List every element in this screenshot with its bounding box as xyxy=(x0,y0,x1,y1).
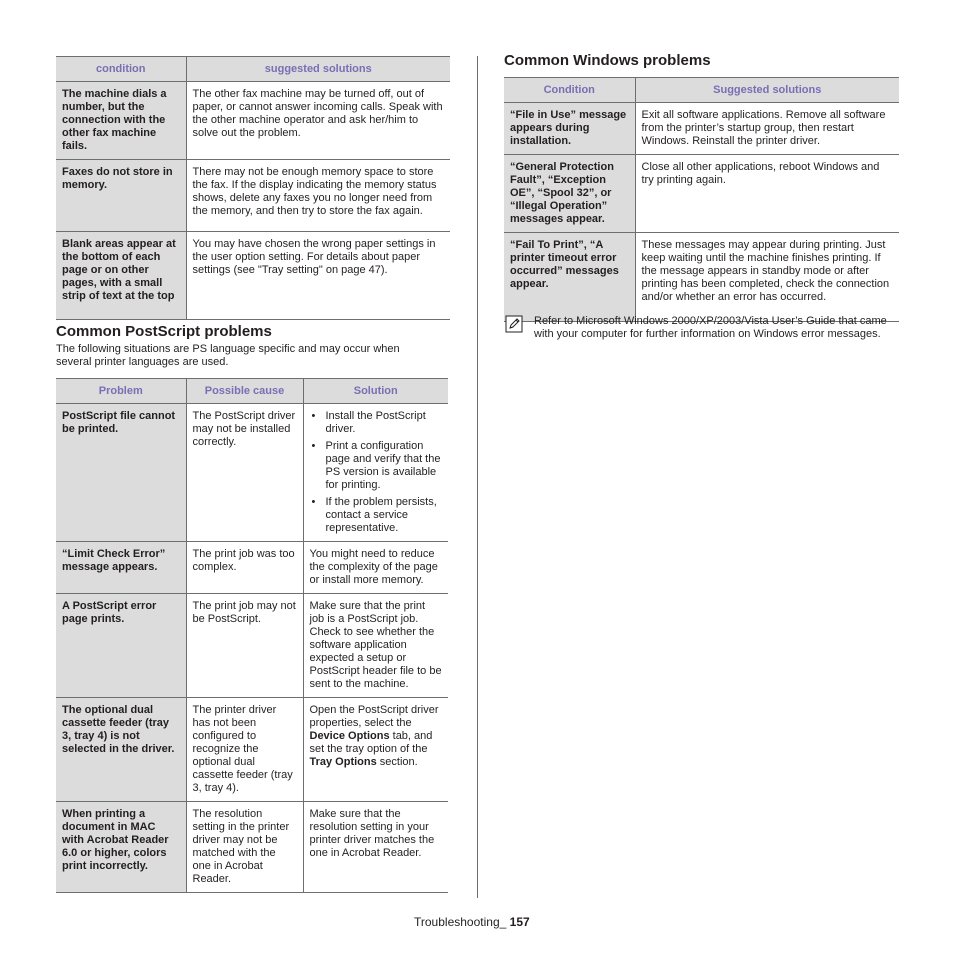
column-header: suggested solutions xyxy=(186,57,450,82)
footer-section: Troubleshooting_ xyxy=(414,915,507,929)
table-header-row xyxy=(504,78,899,103)
condition-cell: “File in Use” message appears during installation. xyxy=(504,103,635,155)
column-header: condition xyxy=(56,57,186,82)
table-row xyxy=(56,160,450,232)
pencil-note-icon xyxy=(505,315,523,333)
cause-cell: The resolution setting in the printer driver may not be matched with the one in Acrobat Reader. xyxy=(186,802,303,893)
table-row xyxy=(504,233,899,322)
solution-cell: Exit all software applications. Remove all software from the printer’s startup group, then restart Windows. Reinstall the printer driver. xyxy=(635,103,899,155)
column-header: Possible cause xyxy=(186,379,303,404)
windows-problems-table xyxy=(504,77,899,322)
table-row xyxy=(56,698,448,802)
condition-cell: The machine dials a number, but the connection with the other fax machine fails. xyxy=(56,82,186,160)
page-footer xyxy=(414,915,530,929)
table-header-row xyxy=(56,57,450,82)
condition-cell: Faxes do not store in memory. xyxy=(56,160,186,232)
table-row xyxy=(56,594,448,698)
condition-cell: “Fail To Print”, “A printer timeout error occurred” messages appear. xyxy=(504,233,635,322)
list-item: • Print a configuration page and verify that the PS version is available for printing. xyxy=(310,440,443,492)
postscript-problems-table xyxy=(56,378,448,893)
solution-cell: Make sure that the resolution setting in your printer driver matches the one in Acrobat Reader. xyxy=(303,802,448,893)
solution-cell: These messages may appear during printing. Just keep waiting until the machine finishes printing. If the message appears in standby mode or after printing has been completed, check the connection and/or whether an error has occurred. xyxy=(635,233,899,322)
table-row xyxy=(56,802,448,893)
page-number: 157 xyxy=(509,915,530,929)
solution-cell: Make sure that the print job is a PostScript job. Check to see whether the software application expected a setup or PostScript header file to be sent to the machine. xyxy=(303,594,448,698)
solution-cell xyxy=(303,698,448,802)
table-row xyxy=(56,82,450,160)
cause-cell: The printer driver has not been configured to recognize the optional dual cassette feeder (tray 3, tray 4). xyxy=(186,698,303,802)
solution-cell: You may have chosen the wrong paper settings in the user option setting. For details about paper settings (see "Tray setting" on page 47). xyxy=(186,232,450,320)
list-item: • If the problem persists, contact a service representative. xyxy=(310,496,443,535)
column-header: Suggested solutions xyxy=(635,78,899,103)
solution-list xyxy=(310,410,443,535)
table-row xyxy=(504,155,899,233)
problem-cell: A PostScript error page prints. xyxy=(56,594,186,698)
condition-cell: “General Protection Fault”, “Exception OE”, “Spool 32”, or “Illegal Operation” messages appear. xyxy=(504,155,635,233)
section-heading-postscript: Common PostScript problems xyxy=(56,323,272,340)
column-header: Problem xyxy=(56,379,186,404)
solution-cell: You might need to reduce the complexity of the page or install more memory. xyxy=(303,542,448,594)
solution-text: tab, and set the tray option of the xyxy=(309,730,433,755)
tray-options-label: Tray Options xyxy=(309,756,377,768)
column-header: Condition xyxy=(504,78,635,103)
condition-cell: Blank areas appear at the bottom of each page or on other pages, with a small strip of text at the top xyxy=(56,232,186,320)
table-row xyxy=(56,542,448,594)
solution-cell: There may not be enough memory space to store the fax. If the display indicating the memory status shows, delete any faxes you no longer need from the memory, and then try to store the fax again. xyxy=(186,160,450,232)
list-item: • Install the PostScript driver. xyxy=(310,410,443,436)
problem-cell: “Limit Check Error” message appears. xyxy=(56,542,186,594)
solution-text: section. xyxy=(376,756,418,768)
table-row xyxy=(504,103,899,155)
problem-cell: PostScript file cannot be printed. xyxy=(56,404,186,542)
device-options-label: Device Options xyxy=(309,730,390,742)
table-row xyxy=(56,404,448,542)
solution-cell: Close all other applications, reboot Windows and try printing again. xyxy=(635,155,899,233)
solution-cell: The other fax machine may be turned off, out of paper, or cannot answer incoming calls. Speak with the other machine operator and ask her/him to solve out the problem. xyxy=(186,82,450,160)
solution-text: Open the PostScript driver properties, select the xyxy=(309,704,439,729)
table-row xyxy=(56,232,450,320)
table-header-row xyxy=(56,379,448,404)
cause-cell: The print job may not be PostScript. xyxy=(186,594,303,698)
column-header: Solution xyxy=(303,379,448,404)
postscript-intro: The following situations are PS language specific and may occur when several printer languages are used. xyxy=(56,343,400,368)
column-divider xyxy=(477,56,478,898)
windows-note: Refer to Microsoft Windows 2000/XP/2003/Vista User’s Guide that came with your computer for further information on Windows error messages. xyxy=(534,315,887,340)
section-heading-windows: Common Windows problems xyxy=(504,52,711,69)
fax-problems-table xyxy=(56,56,450,320)
cause-cell: The PostScript driver may not be installed correctly. xyxy=(186,404,303,542)
problem-cell: When printing a document in MAC with Acrobat Reader 6.0 or higher, colors print incorrectly. xyxy=(56,802,186,893)
cause-cell: The print job was too complex. xyxy=(186,542,303,594)
solution-cell xyxy=(303,404,448,542)
problem-cell: The optional dual cassette feeder (tray 3, tray 4) is not selected in the driver. xyxy=(56,698,186,802)
